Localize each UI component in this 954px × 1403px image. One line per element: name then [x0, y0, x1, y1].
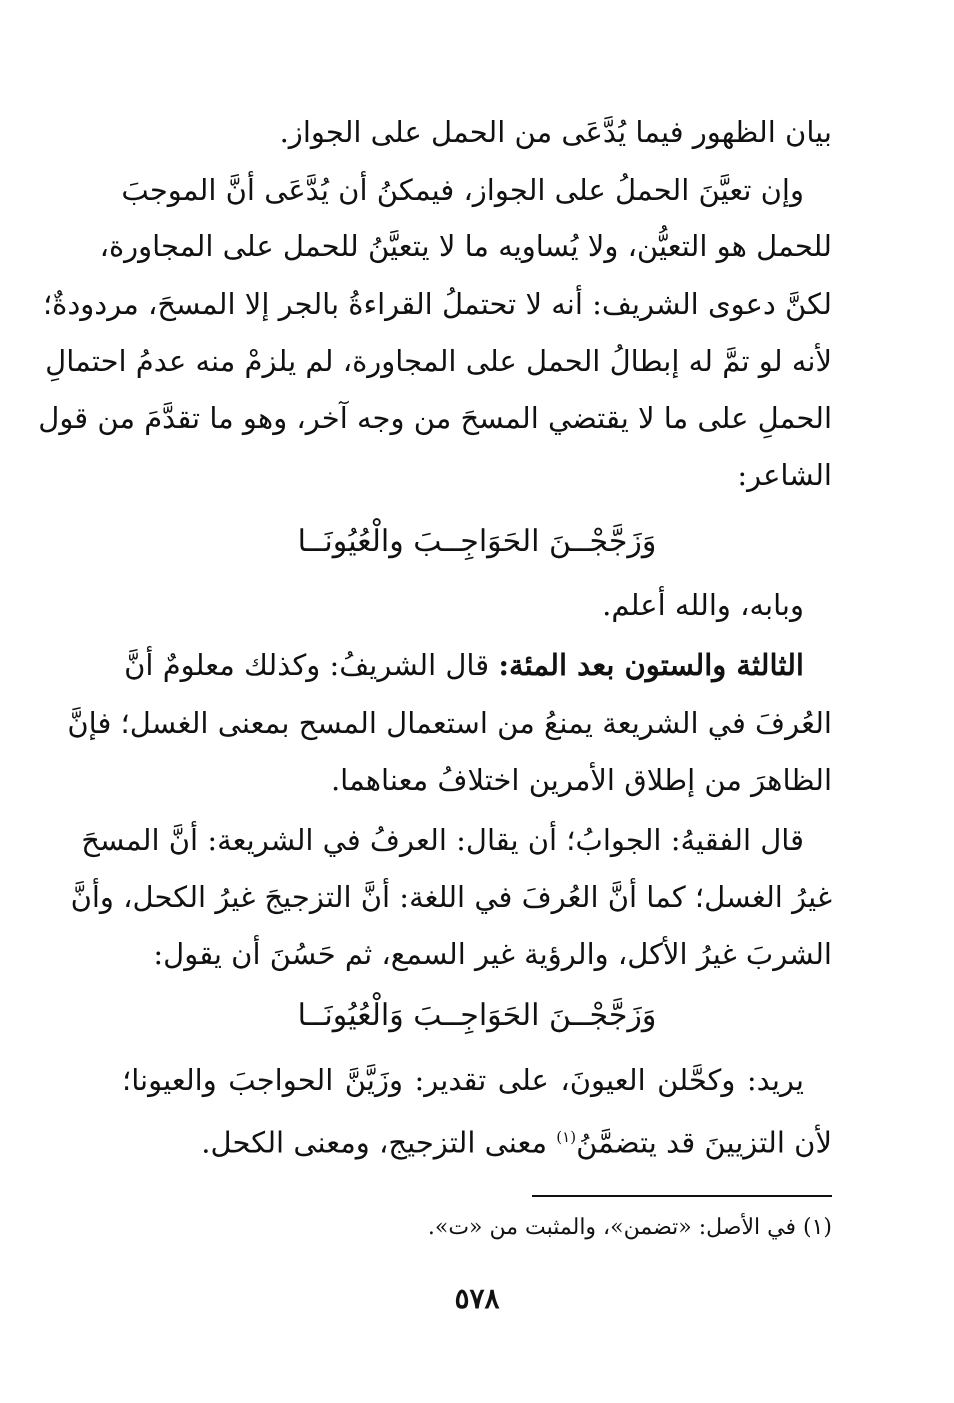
section-heading: الثالثة والستون بعد المئة: [498, 648, 804, 682]
footnote-reference: (١) [556, 1128, 577, 1146]
page-number: ٥٧٨ [454, 1282, 500, 1315]
verse-line-1: وَزَجَّجْــنَ الحَوَاجِــبَ والْعُيُونَــا [297, 524, 657, 559]
text-line-13: الشربَ غيرُ الأكل، والرؤية غير السمع، ثم حَسُنَ أن يقول: [153, 937, 832, 971]
footnote-text: (١) في الأصل: «تضمن»، والمثبت من «ت». [427, 1215, 832, 1240]
heading-line-text: قال الشريفُ: وكذلك معلومٌ أنَّ [124, 648, 490, 682]
footnote-separator [532, 1195, 832, 1197]
text-line-11: قال الفقيهُ: الجوابُ؛ أن يقال: العرفُ في الشريعة: أنَّ المسحَ [81, 823, 804, 857]
text-line-12: غيرُ الغسل؛ كما أنَّ العُرفَ في اللغة: أنَّ التزجيجَ غيرُ الكحل، وأنَّ [70, 880, 832, 914]
text-line-4: لكنَّ دعوى الشريف: أنه لا تحتملُ القراءةُ بالجر إلا المسحَ، مردودةٌ؛ [42, 287, 832, 321]
text-line-10: الظاهرَ من إطلاق الأمرين اختلافُ معناهما. [330, 763, 832, 797]
paragraph-heading-line [122, 645, 804, 689]
text-line-1: بيان الظهور فيما يُدَّعَى من الحمل على الجواز. [279, 115, 832, 149]
text-line-14: يريد: وكحَّلن العيونَ، على تقدير: وزَيَّنَّ الحواجبَ والعيونا؛ [122, 1063, 804, 1097]
text-line-7: الشاعر: [737, 458, 832, 492]
text-line-6: الحملِ على ما لا يقتضي المسحَ من وجه آخر، وهو ما تقدَّمَ من قول [38, 401, 832, 435]
text-line-5: لأنه لو تمَّ له إبطالُ الحمل على المجاورة، لم يلزمْ منه عدمُ احتمالِ [45, 344, 832, 378]
verse-line-2: وَزَجَّجْــنَ الحَوَاجِــبَ وَالْعُيُونَــا [297, 998, 657, 1033]
text-line-15-part-2: معنى التزجيج، ومعنى الكحل. [201, 1125, 548, 1160]
text-line-3: للحمل هو التعيُّن، ولا يُساويه ما لا يتعيَّنُ للحمل على المجاورة، [99, 229, 832, 263]
text-line-8: وبابه، والله أعلم. [602, 588, 804, 622]
text-line-15-part-1: لأن التزيينَ قد يتضمَّنُ [576, 1125, 832, 1160]
text-line-15 [122, 1117, 832, 1161]
text-line-9: العُرفَ في الشريعة يمنعُ من استعمال المسح بمعنى الغسل؛ فإنَّ [67, 706, 832, 740]
text-line-2: وإن تعيَّنَ الحملُ على الجواز، فيمكنُ أن يُدَّعَى أنَّ الموجبَ [121, 173, 804, 207]
